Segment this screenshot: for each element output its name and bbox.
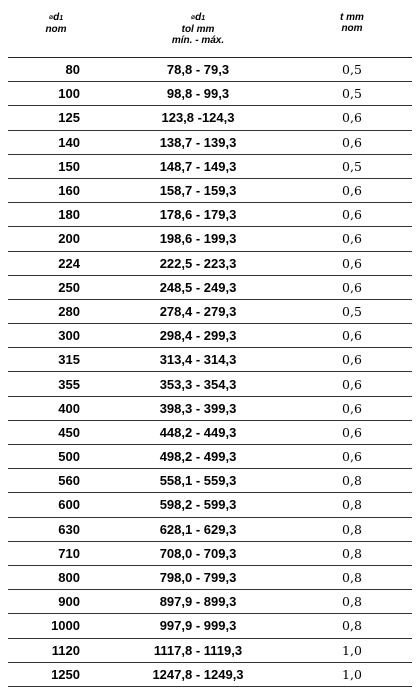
- nominal-cell: 600: [58, 497, 80, 513]
- table-row: [8, 106, 412, 130]
- table-row: [8, 421, 412, 445]
- header-sub: 1: [59, 15, 64, 22]
- tolerance-cell: 78,8 - 79,3: [166, 62, 230, 78]
- table-row: [8, 518, 412, 542]
- tolerance-cell: 558,1 - 559,3: [159, 473, 237, 489]
- thickness-cell: 0,8: [342, 545, 362, 561]
- tolerance-cell: 1247,8 - 1249,3: [152, 666, 244, 682]
- table-row: [8, 614, 412, 638]
- table-row: [8, 131, 412, 155]
- nominal-cell: 300: [58, 328, 80, 344]
- header-line3: mín. - máx.: [171, 35, 225, 46]
- nominal-cell: 315: [58, 352, 80, 368]
- thickness-cell: 0,6: [342, 183, 362, 199]
- nominal-cell: 100: [58, 86, 80, 102]
- table-row: [8, 663, 412, 687]
- tolerance-cell: 897,9 - 899,3: [159, 594, 237, 610]
- table-row: [8, 590, 412, 614]
- nominal-cell: 280: [58, 303, 80, 319]
- thickness-cell: 0,8: [342, 618, 362, 634]
- dimension-table: [8, 8, 412, 687]
- thickness-cell: 0,6: [342, 424, 362, 440]
- nominal-cell: 1250: [51, 666, 80, 682]
- tolerance-cell: 148,7 - 149,3: [159, 158, 237, 174]
- tolerance-cell: 628,1 - 629,3: [159, 521, 237, 537]
- nominal-cell: 80: [65, 62, 80, 78]
- table-row: [8, 324, 412, 348]
- nominal-cell: 1120: [51, 642, 80, 658]
- header-line2: nom: [45, 24, 67, 35]
- thickness-cell: 1,0: [342, 666, 362, 682]
- nominal-cell: 1000: [51, 618, 80, 634]
- nominal-cell: 355: [58, 376, 80, 392]
- header-var: d: [195, 12, 202, 23]
- tolerance-cell: 313,4 - 314,3: [159, 352, 237, 368]
- table-row: [8, 300, 412, 324]
- thickness-cell: 0,6: [342, 449, 362, 465]
- nominal-cell: 180: [58, 207, 80, 223]
- nominal-cell: 140: [58, 134, 80, 150]
- thickness-cell: 0,8: [342, 473, 362, 489]
- nominal-cell: 150: [58, 158, 80, 174]
- thickness-cell: 0,8: [342, 497, 362, 513]
- table-row: [8, 348, 412, 372]
- header-line2: nom: [341, 23, 363, 34]
- tolerance-cell: 248,5 - 249,3: [159, 279, 237, 295]
- table-row: [8, 542, 412, 566]
- header-tolerance: [104, 8, 292, 57]
- table-row: [8, 469, 412, 493]
- tolerance-cell: 448,2 - 449,3: [159, 424, 237, 440]
- thickness-cell: 0,6: [342, 328, 362, 344]
- table-row: [8, 179, 412, 203]
- nominal-cell: 900: [58, 594, 80, 610]
- table-header: [8, 8, 412, 58]
- thickness-cell: 0,5: [342, 303, 362, 319]
- tolerance-cell: 398,3 - 399,3: [159, 400, 237, 416]
- thickness-cell: 0,6: [342, 134, 362, 150]
- nominal-cell: 560: [58, 473, 80, 489]
- table-row: [8, 82, 412, 106]
- tolerance-cell: 178,6 - 179,3: [159, 207, 237, 223]
- table-row: [8, 397, 412, 421]
- thickness-cell: 1,0: [342, 642, 362, 658]
- header-line1: t mm: [340, 12, 364, 23]
- table-row: [8, 445, 412, 469]
- tolerance-cell: 798,0 - 799,3: [159, 570, 237, 586]
- tolerance-cell: 222,5 - 223,3: [159, 255, 237, 271]
- tolerance-cell: 1117,8 - 1119,3: [153, 642, 243, 658]
- tolerance-cell: 298,4 - 299,3: [159, 328, 237, 344]
- table-row: [8, 493, 412, 517]
- table-row: [8, 276, 412, 300]
- thickness-cell: 0,6: [342, 376, 362, 392]
- table-body: [8, 58, 412, 687]
- table-row: [8, 227, 412, 251]
- nominal-cell: 800: [58, 570, 80, 586]
- nominal-cell: 160: [58, 183, 80, 199]
- table-row: [8, 58, 412, 82]
- thickness-cell: 0,6: [342, 231, 362, 247]
- header-sub: 1: [201, 15, 206, 22]
- diameter-symbol: ⌀: [48, 14, 54, 21]
- table-row: [8, 252, 412, 276]
- table-row: [8, 155, 412, 179]
- table-row: [8, 566, 412, 590]
- tolerance-cell: 98,8 - 99,3: [166, 86, 230, 102]
- tolerance-cell: 353,3 - 354,3: [159, 376, 237, 392]
- tolerance-cell: 158,7 - 159,3: [159, 183, 237, 199]
- nominal-cell: 450: [58, 424, 80, 440]
- nominal-cell: 710: [58, 545, 80, 561]
- header-line2: tol mm: [181, 24, 215, 35]
- table-row: [8, 203, 412, 227]
- nominal-cell: 500: [58, 449, 80, 465]
- header-var: d: [53, 12, 60, 23]
- nominal-cell: 125: [58, 110, 80, 126]
- thickness-cell: 0,6: [342, 110, 362, 126]
- header-thickness: [292, 8, 412, 57]
- thickness-cell: 0,5: [342, 158, 362, 174]
- nominal-cell: 400: [58, 400, 80, 416]
- tolerance-cell: 598,2 - 599,3: [159, 497, 237, 513]
- thickness-cell: 0,6: [342, 207, 362, 223]
- thickness-cell: 0,8: [342, 521, 362, 537]
- tolerance-cell: 123,8 -124,3: [161, 110, 235, 126]
- nominal-cell: 200: [58, 231, 80, 247]
- thickness-cell: 0,8: [342, 570, 362, 586]
- thickness-cell: 0,6: [342, 255, 362, 271]
- nominal-cell: 250: [58, 279, 80, 295]
- tolerance-cell: 198,6 - 199,3: [159, 231, 237, 247]
- table-row: [8, 372, 412, 396]
- tolerance-cell: 997,9 - 999,3: [159, 618, 237, 634]
- diameter-symbol: ⌀: [190, 14, 196, 21]
- thickness-cell: 0,5: [342, 62, 362, 78]
- header-nominal-diameter: [8, 8, 104, 57]
- thickness-cell: 0,8: [342, 594, 362, 610]
- tolerance-cell: 498,2 - 499,3: [159, 449, 237, 465]
- table-row: [8, 639, 412, 663]
- nominal-cell: 630: [58, 521, 80, 537]
- thickness-cell: 0,5: [342, 86, 362, 102]
- thickness-cell: 0,6: [342, 352, 362, 368]
- thickness-cell: 0,6: [342, 279, 362, 295]
- tolerance-cell: 708,0 - 709,3: [159, 545, 237, 561]
- nominal-cell: 224: [58, 255, 80, 271]
- thickness-cell: 0,6: [342, 400, 362, 416]
- tolerance-cell: 278,4 - 279,3: [159, 303, 237, 319]
- tolerance-cell: 138,7 - 139,3: [159, 134, 237, 150]
